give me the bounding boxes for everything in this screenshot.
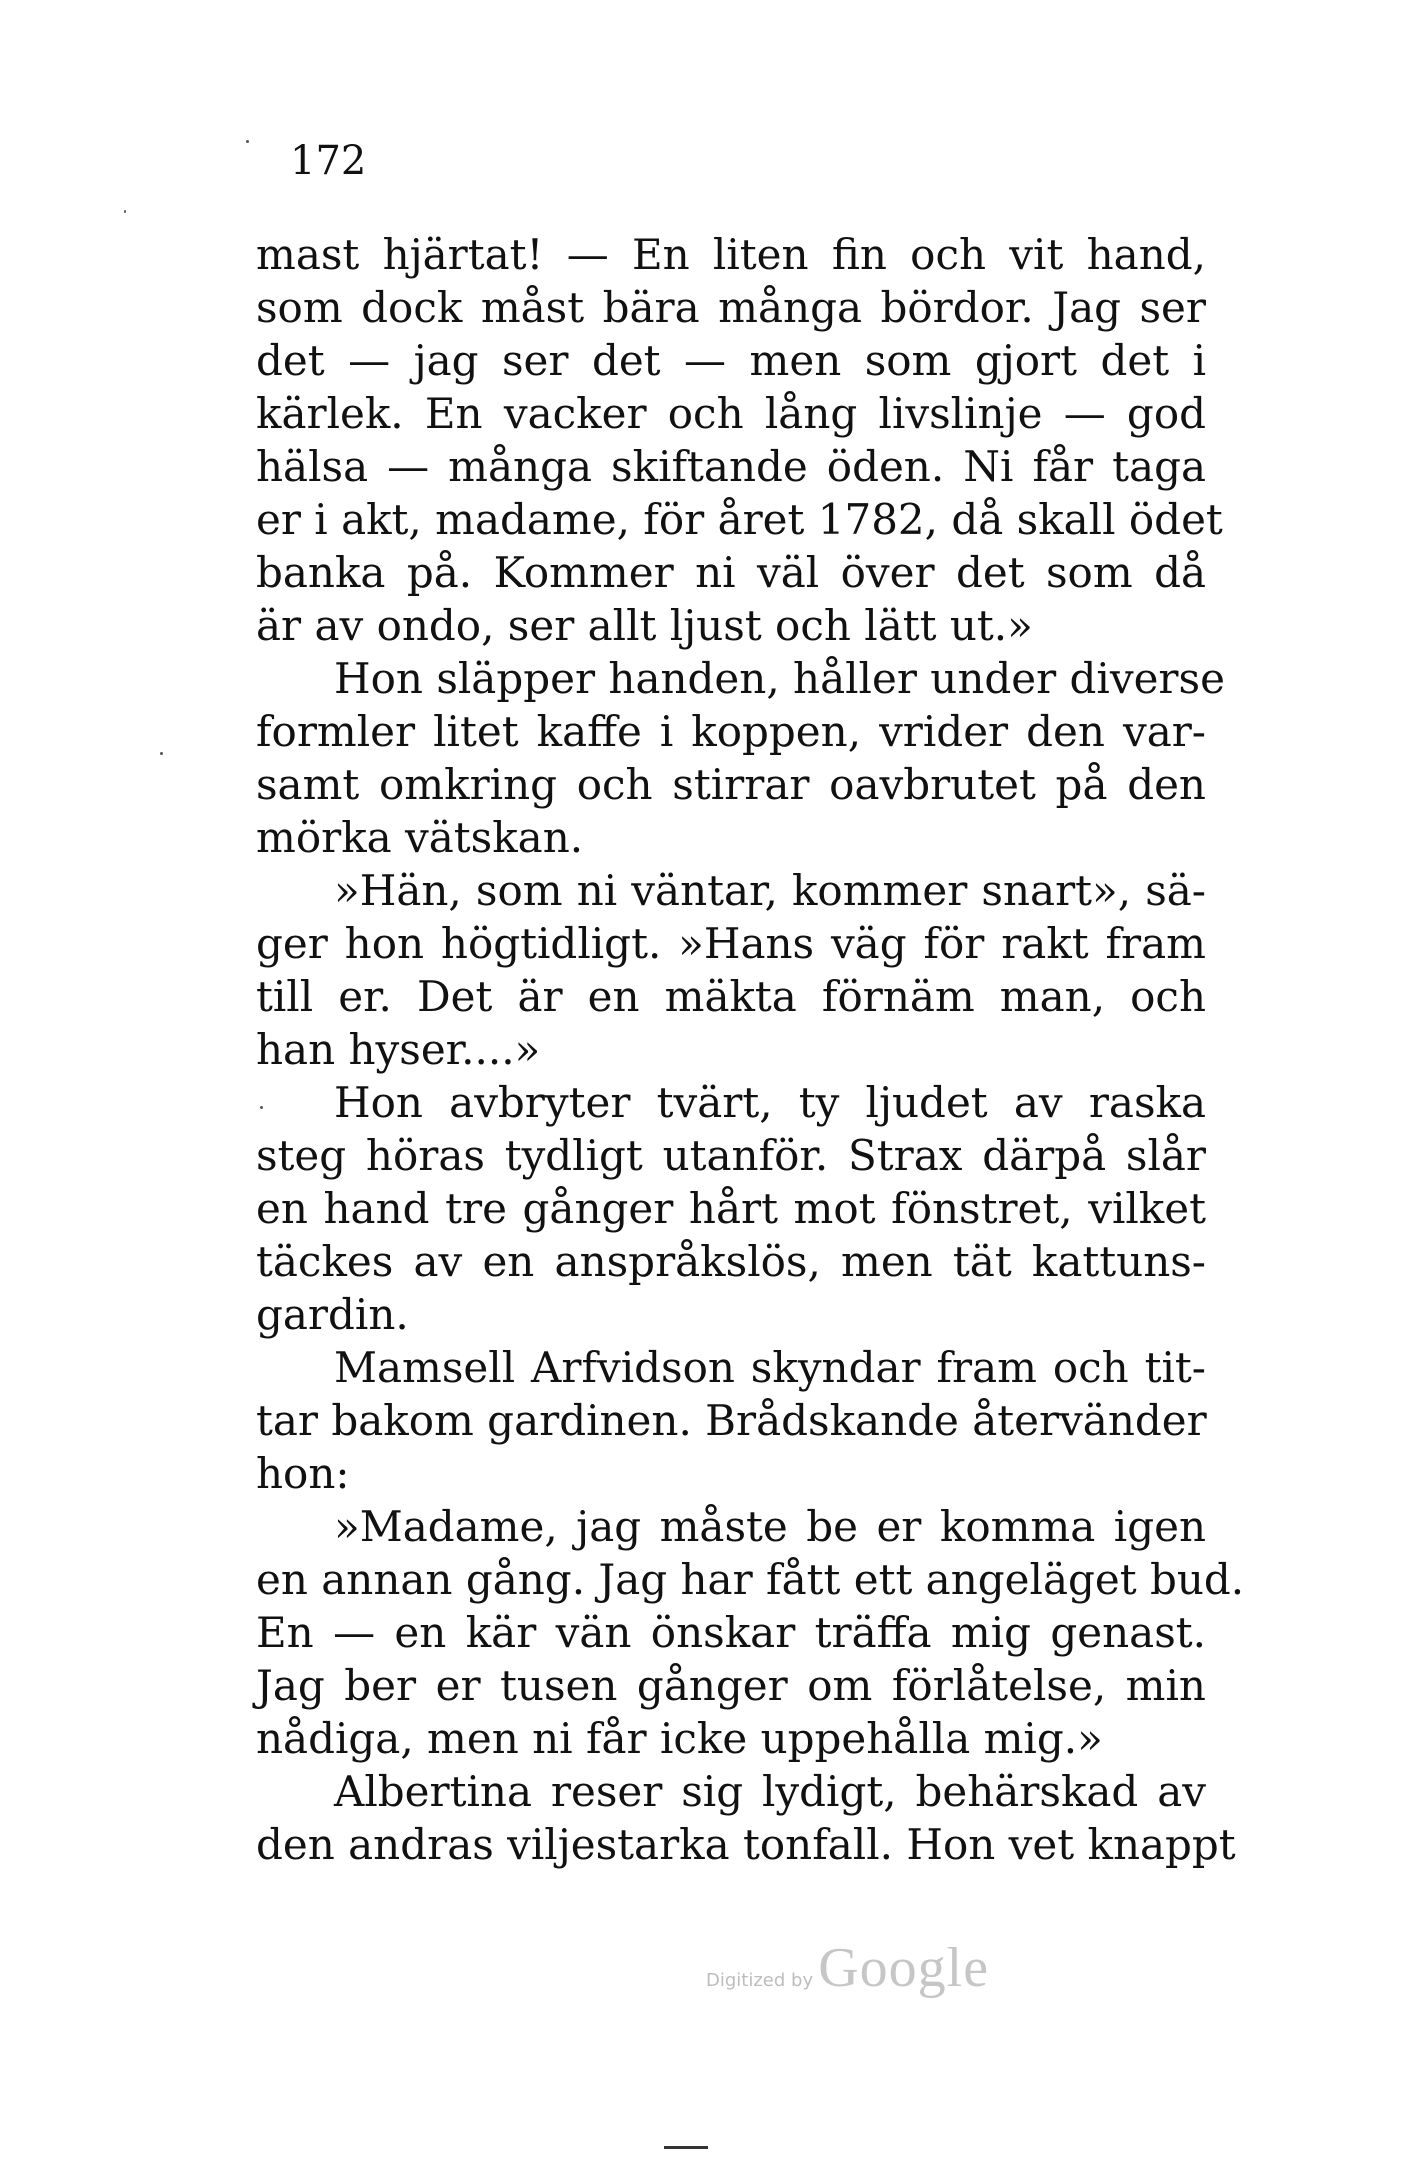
google-logo: Google [818, 1937, 990, 1999]
body-text [256, 228, 1245, 1871]
text-line: nådiga, men ni får icke uppehålla mig.» [256, 1714, 1103, 1763]
page-number: 172 [290, 138, 367, 184]
text-line: mörka vätskan. [256, 813, 584, 862]
text-line: är av ondo, ser allt ljust och lätt ut.» [256, 601, 1033, 650]
text-line: hon: [256, 1449, 350, 1498]
text-line: banka på. Kommer ni väl över det som då [256, 548, 1206, 597]
text-line: samt omkring och stirrar oavbrutet på den [256, 760, 1206, 809]
watermark-prefix: Digitized by [706, 1970, 814, 1991]
text-line: ger hon högtidligt. »Hans väg för rakt fram [256, 919, 1206, 968]
text-line: Albertina reser sig lydigt, behärskad av [334, 1767, 1206, 1816]
text-line: Hon avbryter tvärt, ty ljudet av raska [334, 1078, 1206, 1127]
text-line: hälsa — många skiftande öden. Ni får taga [256, 442, 1206, 491]
text-line: till er. Det är en mäkta förnäm man, och [256, 972, 1206, 1021]
text-line: den andras viljestarka tonfall. Hon vet knappt [256, 1820, 1236, 1869]
scan-speck [246, 140, 249, 143]
scan-speck [260, 1106, 263, 1109]
text-line: Mamsell Arfvidson skyndar fram och tit- [334, 1343, 1206, 1392]
text-line: det — jag ser det — men som gjort det i [256, 336, 1206, 385]
digitized-watermark [706, 1936, 989, 2000]
text-line: Jag ber er tusen gånger om förlåtelse, min [256, 1661, 1206, 1710]
text-line: gardin. [256, 1290, 409, 1339]
text-line: som dock måst bära många bördor. Jag ser [256, 283, 1206, 332]
text-line: Hon släpper handen, håller under diverse [334, 654, 1225, 703]
text-line: mast hjärtat! — En liten fin och vit hand, [256, 230, 1206, 279]
text-line: er i akt, madame, för året 1782, då skall ödet [256, 495, 1223, 544]
text-line: formler litet kaffe i koppen, vrider den var- [256, 707, 1206, 756]
text-line: kärlek. En vacker och lång livslinje — god [256, 389, 1206, 438]
text-line: En — en kär vän önskar träffa mig genast. [256, 1608, 1206, 1657]
text-line: steg höras tydligt utanför. Strax därpå slår [256, 1131, 1206, 1180]
text-line: »Madame, jag måste be er komma igen [334, 1502, 1206, 1551]
scan-speck [160, 752, 163, 755]
page-edge-mark [664, 2146, 708, 2149]
text-line: »Hän, som ni väntar, kommer snart», sä- [334, 866, 1206, 915]
scan-speck [124, 210, 126, 213]
text-line: en annan gång. Jag har fått ett angeläget bud. [256, 1555, 1245, 1604]
text-line: täckes av en anspråkslös, men tät kattuns- [256, 1237, 1206, 1286]
text-line: tar bakom gardinen. Brådskande återvänder [256, 1396, 1207, 1445]
text-line: han hyser....» [256, 1025, 541, 1074]
text-line: en hand tre gånger hårt mot fönstret, vilket [256, 1184, 1206, 1233]
